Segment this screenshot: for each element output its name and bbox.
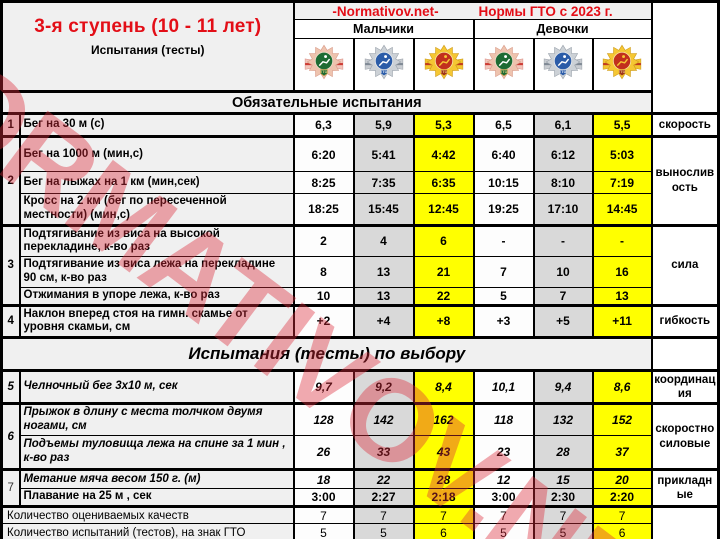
value-cell: 26: [294, 436, 354, 470]
value-cell: 8:10: [534, 172, 593, 194]
value-cell: 6:12: [534, 137, 593, 172]
test-name: Бег на лыжах на 1 км (мин,сек): [20, 172, 294, 194]
value-cell: 10,1: [474, 371, 534, 404]
value-cell: 5,5: [593, 114, 652, 137]
value-cell: 6:40: [474, 137, 534, 172]
value-cell: 10:15: [474, 172, 534, 194]
value-cell: 6:20: [294, 137, 354, 172]
value-cell: 9,2: [354, 371, 414, 404]
value-cell: 152: [593, 404, 652, 436]
gto-badge-silver-icon: [542, 41, 584, 83]
value-cell: 6,1: [534, 114, 593, 137]
value-cell: 5: [474, 287, 534, 305]
section-header-optional: Испытания (тесты) по выбору: [2, 338, 652, 371]
value-cell: +8: [414, 305, 474, 338]
quality-label: скоростно силовые: [652, 404, 719, 470]
value-cell: 19:25: [474, 194, 534, 226]
value-cell: 7: [534, 287, 593, 305]
row-number: 6: [2, 404, 20, 470]
norms-title: Нормы ГТО с 2023 г.: [478, 3, 613, 19]
row-number: 7: [2, 470, 20, 507]
svg-text:ГТО: ГТО: [320, 69, 327, 74]
value-cell: 5,3: [414, 114, 474, 137]
value-cell: -: [593, 225, 652, 257]
value-cell: 28: [534, 436, 593, 470]
value-cell: 6,5: [474, 114, 534, 137]
value-cell: 9,4: [534, 371, 593, 404]
value-cell: 12: [474, 470, 534, 489]
empty-bottom-right-cell: [652, 507, 719, 539]
value-cell: 21: [414, 257, 474, 288]
test-name: Метание мяча весом 150 г. (м): [20, 470, 294, 489]
girls-silver-badge-cell: [534, 39, 593, 92]
summary-value-cell: 7: [354, 507, 414, 524]
test-name: Кросс на 2 км (бег по пересеченной местности) (мин,с): [20, 194, 294, 226]
svg-text:ГТО: ГТО: [440, 69, 447, 74]
test-name: Подъемы туловища лежа на спине за 1 мин , к-во раз: [20, 436, 294, 470]
row-number: 2: [2, 137, 20, 226]
test-name: Плавание на 25 м , сек: [20, 489, 294, 507]
boys-silver-badge-cell: [354, 39, 414, 92]
value-cell: 13: [354, 257, 414, 288]
value-cell: 15:45: [354, 194, 414, 226]
summary-label: Количество оцениваемых качеств: [2, 507, 294, 524]
site-header-cell: [294, 2, 652, 20]
value-cell: 23: [474, 436, 534, 470]
test-name: Отжимания в упоре лежа, к-во раз: [20, 287, 294, 305]
value-cell: 22: [414, 287, 474, 305]
value-cell: +2: [294, 305, 354, 338]
value-cell: 7: [474, 257, 534, 288]
girls-bronze-badge-cell: [474, 39, 534, 92]
gto-badge-gold-icon: [423, 41, 465, 83]
test-name: Подтягивание из виса лежа на перекладине 90 см, к-во раз: [20, 257, 294, 288]
value-cell: +11: [593, 305, 652, 338]
boys-gold-badge-cell: [414, 39, 474, 92]
summary-value-cell: 7: [474, 507, 534, 524]
value-cell: 13: [354, 287, 414, 305]
value-cell: 7:19: [593, 172, 652, 194]
value-cell: +5: [534, 305, 593, 338]
value-cell: 8: [294, 257, 354, 288]
summary-value-cell: 7: [294, 507, 354, 524]
summary-value-cell: 7: [534, 507, 593, 524]
value-cell: 128: [294, 404, 354, 436]
summary-label: Количество испытаний (тестов), на знак ГТО: [2, 524, 294, 539]
value-cell: 5:41: [354, 137, 414, 172]
value-cell: 8,6: [593, 371, 652, 404]
summary-value-cell: 7: [593, 507, 652, 524]
value-cell: 118: [474, 404, 534, 436]
value-cell: 6:35: [414, 172, 474, 194]
row-number: 4: [2, 305, 20, 338]
value-cell: 33: [354, 436, 414, 470]
value-cell: 6: [414, 225, 474, 257]
value-cell: -: [534, 225, 593, 257]
gto-badge-gold-icon: [601, 41, 643, 83]
value-cell: 10: [294, 287, 354, 305]
value-cell: 3:00: [474, 489, 534, 507]
value-cell: 7:35: [354, 172, 414, 194]
value-cell: 13: [593, 287, 652, 305]
girls-column-header: Девочки: [474, 20, 652, 39]
test-name: Бег на 30 м (с): [20, 114, 294, 137]
value-cell: 8,4: [414, 371, 474, 404]
value-cell: 2:30: [534, 489, 593, 507]
summary-value-cell: 6: [414, 524, 474, 539]
empty-top-right-cell: [652, 2, 719, 114]
page-title: 3-я ступень (10 - 11 лет): [34, 16, 262, 37]
value-cell: 162: [414, 404, 474, 436]
value-cell: -: [474, 225, 534, 257]
value-cell: 9,7: [294, 371, 354, 404]
stage-header-cell: [2, 2, 294, 92]
value-cell: 15: [534, 470, 593, 489]
svg-text:ГТО: ГТО: [380, 69, 387, 74]
boys-bronze-badge-cell: [294, 39, 354, 92]
test-name: Подтягивание из виса на высокой перекладине, к-во раз: [20, 225, 294, 257]
quality-label: сила: [652, 225, 719, 305]
value-cell: 18:25: [294, 194, 354, 226]
value-cell: 2:18: [414, 489, 474, 507]
site-name: -Normativov.net-: [332, 3, 439, 19]
test-name: Наклон вперед стоя на гимн. скамье от уровня скамьи, см: [20, 305, 294, 338]
summary-value-cell: 5: [534, 524, 593, 539]
value-cell: 142: [354, 404, 414, 436]
value-cell: 3:00: [294, 489, 354, 507]
value-cell: 28: [414, 470, 474, 489]
value-cell: 16: [593, 257, 652, 288]
test-name: Бег на 1000 м (мин,с): [20, 137, 294, 172]
summary-value-cell: 5: [354, 524, 414, 539]
value-cell: 20: [593, 470, 652, 489]
gto-badge-bronze-icon: [483, 41, 525, 83]
test-name: Челночный бег 3х10 м, сек: [20, 371, 294, 404]
row-number: 5: [2, 371, 20, 404]
page-subtitle: Испытания (тесты): [91, 43, 205, 57]
value-cell: 2:20: [593, 489, 652, 507]
quality-label: скорость: [652, 114, 719, 137]
value-cell: 4:42: [414, 137, 474, 172]
value-cell: +3: [474, 305, 534, 338]
section-header-mandatory: Обязательные испытания: [2, 92, 652, 114]
quality-label: координация: [652, 371, 719, 404]
value-cell: 12:45: [414, 194, 474, 226]
value-cell: 18: [294, 470, 354, 489]
quality-label: выносливость: [652, 137, 719, 226]
value-cell: 14:45: [593, 194, 652, 226]
svg-text:ГТО: ГТО: [559, 69, 567, 74]
summary-value-cell: 6: [593, 524, 652, 539]
svg-text:ГТО: ГТО: [618, 69, 626, 74]
value-cell: 37: [593, 436, 652, 470]
gto-badge-silver-icon: [363, 41, 405, 83]
value-cell: +4: [354, 305, 414, 338]
value-cell: 2: [294, 225, 354, 257]
empty-section-right-cell: [652, 338, 719, 371]
value-cell: 5,9: [354, 114, 414, 137]
row-number: 1: [2, 114, 20, 137]
boys-column-header: Мальчики: [294, 20, 474, 39]
row-number: 3: [2, 225, 20, 305]
value-cell: 132: [534, 404, 593, 436]
value-cell: 4: [354, 225, 414, 257]
test-name: Прыжок в длину с места толчком двумя ногами, см: [20, 404, 294, 436]
value-cell: 43: [414, 436, 474, 470]
girls-gold-badge-cell: [593, 39, 652, 92]
quality-label: гибкость: [652, 305, 719, 338]
value-cell: 22: [354, 470, 414, 489]
value-cell: 6,3: [294, 114, 354, 137]
value-cell: 8:25: [294, 172, 354, 194]
summary-value-cell: 7: [414, 507, 474, 524]
value-cell: 5:03: [593, 137, 652, 172]
value-cell: 17:10: [534, 194, 593, 226]
value-cell: 2:27: [354, 489, 414, 507]
summary-value-cell: 5: [294, 524, 354, 539]
gto-badge-bronze-icon: [303, 41, 345, 83]
summary-value-cell: 5: [474, 524, 534, 539]
svg-text:ГТО: ГТО: [500, 69, 507, 74]
quality-label: прикладные: [652, 470, 719, 507]
value-cell: 10: [534, 257, 593, 288]
